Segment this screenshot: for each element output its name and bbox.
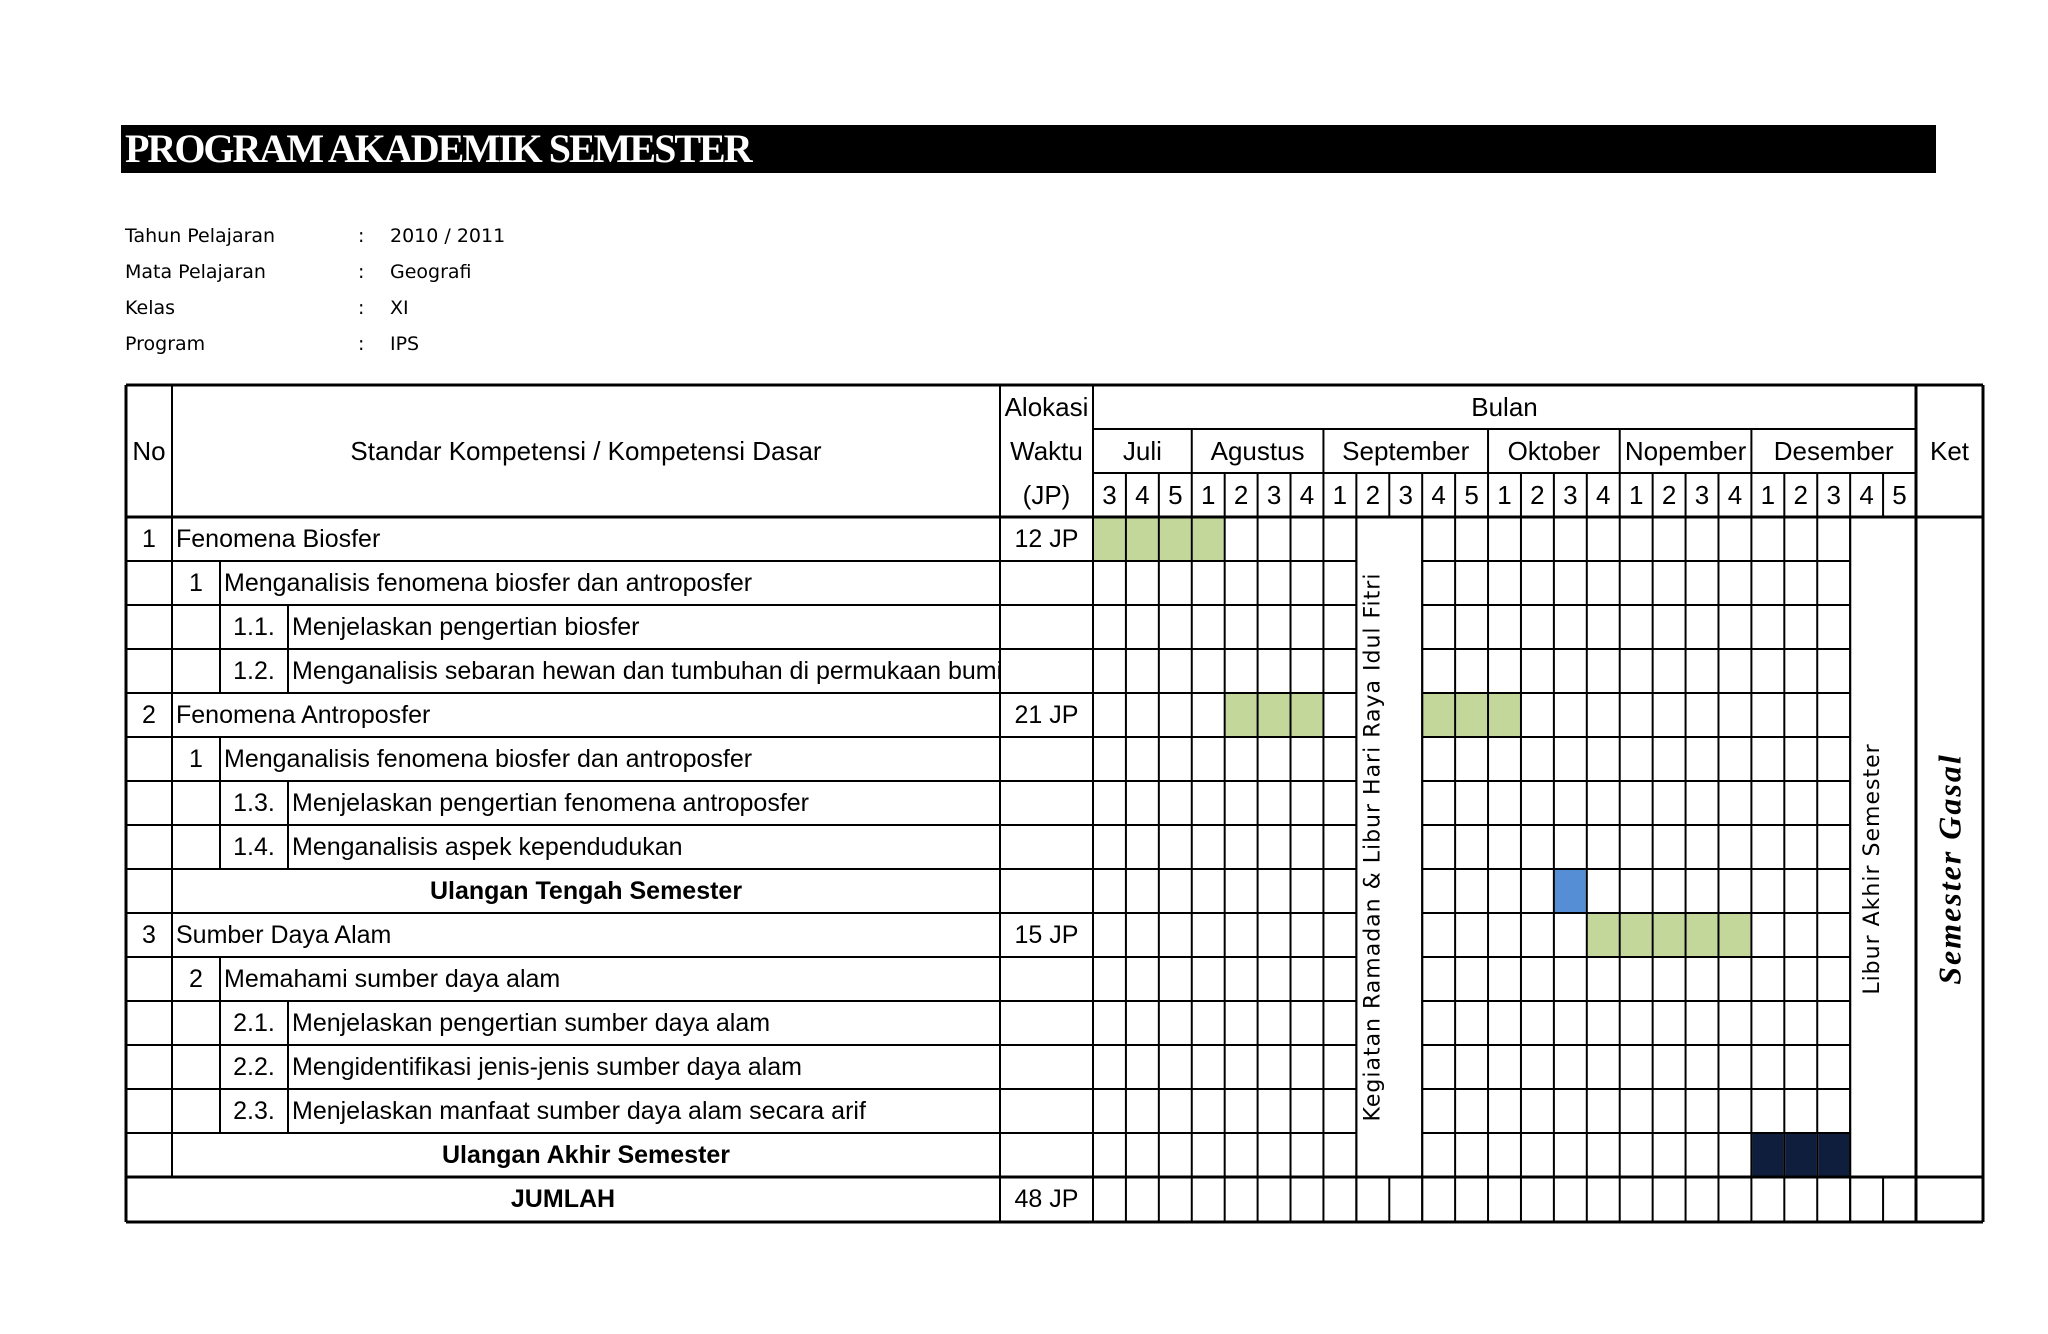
schedule-bar (1226, 694, 1257, 736)
week-label: 5 (1892, 480, 1907, 510)
header-alokasi: Alokasi (1004, 392, 1089, 422)
page-title: PROGRAM AKADEMIK SEMESTER (125, 126, 751, 171)
info-label: Tahun Pelajaran (125, 225, 276, 247)
info-colon: : (358, 225, 365, 247)
info-colon: : (358, 297, 365, 319)
alokasi-jp: 12 JP (1014, 525, 1079, 553)
week-label: 1 (1760, 480, 1776, 510)
schedule-bar (1259, 694, 1290, 736)
total-label: JUMLAH (510, 1185, 616, 1213)
indicator-title: Menganalisis sebaran hewan dan tumbuhan di permukaan bumi (292, 657, 1003, 685)
info-value: IPS (390, 333, 420, 355)
info-colon: : (358, 261, 365, 283)
schedule-bar (1588, 914, 1619, 956)
week-label: 2 (1530, 480, 1545, 510)
indicator-number: 2.1. (233, 1009, 275, 1037)
schedule-bar (1489, 694, 1520, 736)
week-label: 2 (1661, 480, 1677, 510)
week-label: 4 (1431, 480, 1446, 510)
schedule-bar (1456, 694, 1487, 736)
month-label: Desember (1773, 436, 1894, 466)
header-alokasi: (JP) (1022, 480, 1071, 510)
indicator-title: Menjelaskan pengertian biosfer (292, 613, 640, 641)
info-colon: : (358, 333, 365, 355)
schedule-bar (1752, 1134, 1783, 1176)
header-alokasi: Waktu (1010, 436, 1083, 466)
indicator-title: Menganalisis aspek kependudukan (292, 833, 683, 861)
sk-title: Fenomena Biosfer (176, 525, 381, 553)
header-ket: Ket (1929, 436, 1970, 466)
schedule-bar (1687, 914, 1718, 956)
week-label: 3 (1102, 480, 1117, 510)
month-label: Oktober (1507, 436, 1601, 466)
libur-note: Libur Akhir Semester (1860, 743, 1886, 995)
kd-title: Menganalisis fenomena biosfer dan antroposfer (224, 569, 753, 597)
week-label: 4 (1299, 480, 1315, 510)
kd-number: 1 (189, 745, 203, 773)
info-label: Mata Pelajaran (125, 261, 266, 283)
schedule-bar (1193, 518, 1224, 560)
schedule-bar (1094, 518, 1125, 560)
sk-title: Fenomena Antroposfer (176, 701, 431, 729)
row-number: 2 (142, 701, 156, 729)
ramadan-note: Kegiatan Ramadan & Libur Hari Raya Idul Fitri (1360, 572, 1386, 1122)
info-label: Kelas (125, 297, 176, 319)
week-label: 3 (1694, 480, 1710, 510)
schedule-bar (1719, 914, 1750, 956)
week-label: 1 (1497, 480, 1512, 510)
schedule-bar (1292, 694, 1323, 736)
kd-title: Menganalisis fenomena biosfer dan antroposfer (224, 745, 753, 773)
kd-title: Memahami sumber daya alam (224, 965, 561, 993)
indicator-title: Menjelaskan pengertian fenomena antroposfer (292, 789, 810, 817)
indicator-number: 1.3. (233, 789, 275, 817)
header-no: No (132, 436, 166, 466)
kd-number: 2 (189, 965, 203, 993)
week-label: 4 (1596, 480, 1611, 510)
month-label: September (1342, 436, 1470, 466)
info-value: XI (390, 297, 409, 319)
indicator-number: 2.2. (233, 1053, 275, 1081)
exam-label: Ulangan Akhir Semester (441, 1141, 731, 1169)
week-label: 3 (1826, 480, 1841, 510)
schedule-bar (1555, 870, 1586, 912)
header-sk-kd: Standar Kompetensi / Kompetensi Dasar (350, 436, 822, 466)
info-value: Geografi (390, 261, 472, 283)
alokasi-jp: 21 JP (1014, 701, 1079, 729)
indicator-title: Menjelaskan pengertian sumber daya alam (292, 1009, 771, 1037)
week-label: 4 (1135, 480, 1150, 510)
indicator-number: 1.4. (233, 833, 275, 861)
week-label: 2 (1365, 480, 1381, 510)
schedule-bar (1127, 518, 1158, 560)
schedule-bar (1160, 518, 1191, 560)
week-label: 1 (1200, 480, 1216, 510)
schedule-bar (1654, 914, 1685, 956)
month-label: Nopember (1624, 436, 1747, 466)
sk-title: Sumber Daya Alam (176, 921, 392, 949)
week-label: 4 (1727, 480, 1743, 510)
ket-note: Semester Gasal (1931, 753, 1968, 985)
row-number: 1 (142, 525, 156, 553)
alokasi-jp: 15 JP (1014, 921, 1079, 949)
total-jp: 48 JP (1014, 1185, 1079, 1213)
row-number: 3 (142, 921, 156, 949)
schedule-bar (1785, 1134, 1816, 1176)
week-label: 2 (1793, 480, 1809, 510)
week-label: 3 (1266, 480, 1282, 510)
week-label: 2 (1233, 480, 1249, 510)
info-label: Program (125, 333, 206, 355)
month-label: Agustus (1210, 436, 1305, 466)
week-label: 3 (1563, 480, 1578, 510)
week-label: 1 (1628, 480, 1644, 510)
kd-number: 1 (189, 569, 203, 597)
indicator-number: 2.3. (233, 1097, 275, 1125)
week-label: 5 (1168, 480, 1183, 510)
week-label: 4 (1859, 480, 1874, 510)
indicator-title: Mengidentifikasi jenis-jenis sumber daya alam (292, 1053, 802, 1081)
week-label: 3 (1398, 480, 1413, 510)
schedule-bar (1621, 914, 1652, 956)
indicator-title: Menjelaskan manfaat sumber daya alam secara arif (292, 1097, 866, 1125)
header-bulan: Bulan (1471, 392, 1538, 422)
indicator-number: 1.1. (233, 613, 275, 641)
schedule-bar (1818, 1134, 1849, 1176)
indicator-number: 1.2. (233, 657, 275, 685)
week-label: 1 (1332, 480, 1348, 510)
month-label: Juli (1122, 436, 1162, 466)
exam-label: Ulangan Tengah Semester (429, 877, 743, 905)
info-value: 2010 / 2011 (390, 225, 506, 247)
week-label: 5 (1464, 480, 1479, 510)
schedule-bar (1423, 694, 1454, 736)
